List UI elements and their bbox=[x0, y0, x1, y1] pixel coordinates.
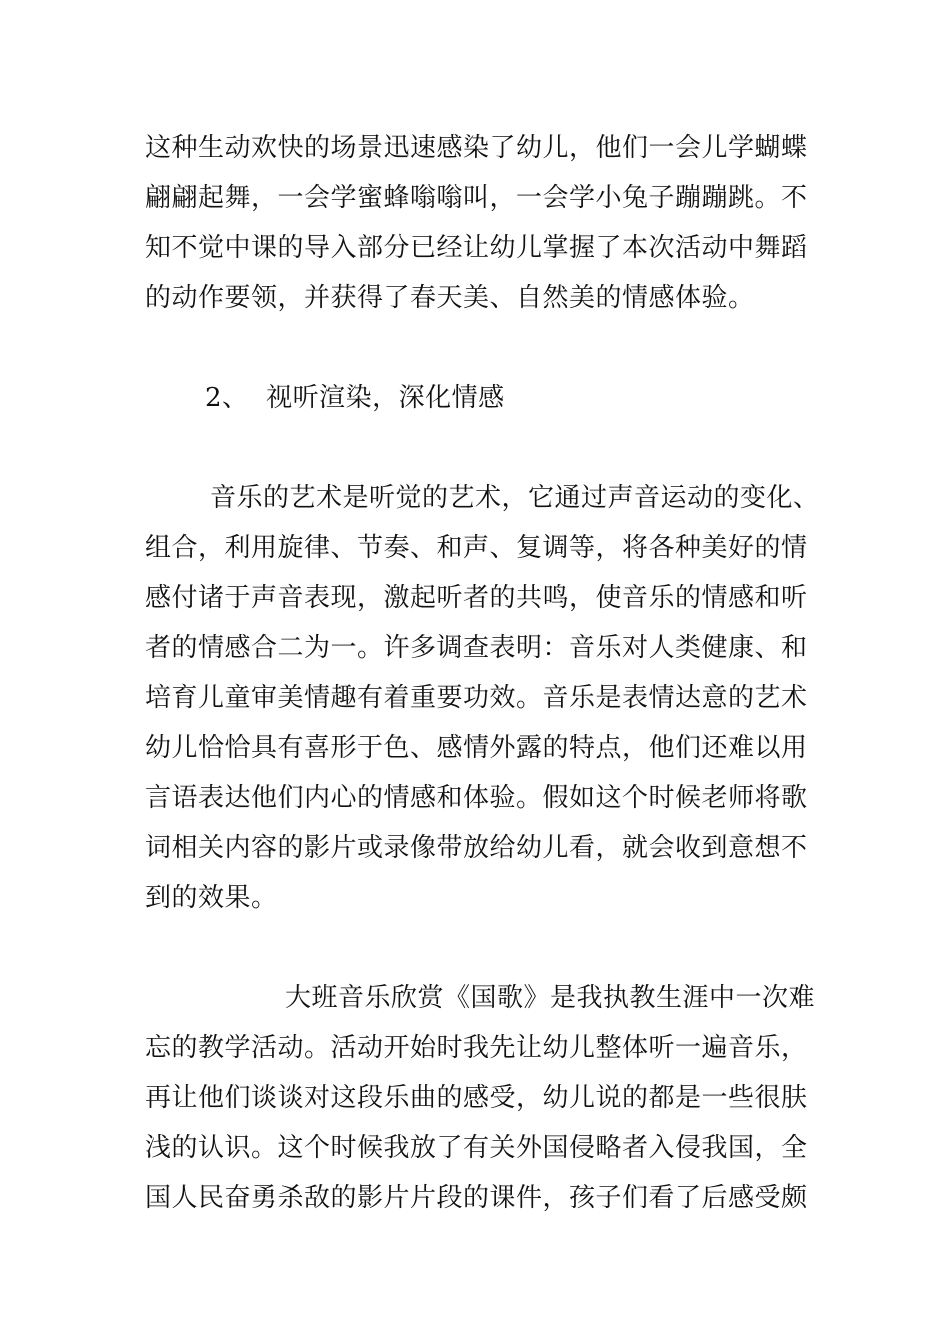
paragraph-2-line-6: 幼儿恰恰具有喜形于色、感情外露的特点，他们还难以用 bbox=[145, 733, 808, 763]
paragraph-2-line-7: 言语表达他们内心的情感和体验。假如这个时候老师将歌 bbox=[145, 783, 808, 813]
paragraph-2-line-9: 到的效果。 bbox=[145, 883, 278, 913]
paragraph-2-line-4: 者的情感合二为一。许多调查表明：音乐对人类健康、和 bbox=[145, 633, 808, 663]
paragraph-3-line-5: 国人民奋勇杀敌的影片片段的课件，孩子们看了后感受颇 bbox=[145, 1183, 808, 1213]
paragraph-1-line-2: 翩翩起舞，一会学蜜蜂嗡嗡叫，一会学小兔子蹦蹦跳。不 bbox=[145, 183, 808, 213]
paragraph-3-line-1: 大班音乐欣赏《国歌》是我执教生涯中一次难 bbox=[285, 983, 816, 1013]
paragraph-3-line-4: 浅的认识。这个时候我放了有关外国侵略者入侵我国，全 bbox=[145, 1133, 808, 1163]
paragraph-3-line-3: 再让他们谈谈对这段乐曲的感受，幼儿说的都是一些很肤 bbox=[145, 1083, 808, 1113]
paragraph-2-line-3: 感付诸于声音表现，激起听者的共鸣，使音乐的情感和听 bbox=[145, 583, 808, 613]
paragraph-3-line-2: 忘的教学活动。活动开始时我先让幼儿整体听一遍音乐， bbox=[145, 1033, 808, 1063]
paragraph-2-line-2: 组合，利用旋律、节奏、和声、复调等，将各种美好的情 bbox=[145, 533, 808, 563]
paragraph-1-line-4: 的动作要领，并获得了春天美、自然美的情感体验。 bbox=[145, 283, 755, 313]
paragraph-2-line-8: 词相关内容的影片或录像带放给幼儿看，就会收到意想不 bbox=[145, 833, 808, 863]
paragraph-2-line-1: 音乐的艺术是听觉的艺术，它通过声音运动的变化、 bbox=[210, 483, 820, 513]
paragraph-1-line-1: 这种生动欢快的场景迅速感染了幼儿，他们一会儿学蝴蝶 bbox=[145, 133, 808, 163]
section-heading-2: 2、 视听渲染，深化情感 bbox=[205, 383, 505, 413]
paragraph-2-line-5: 培育儿童审美情趣有着重要功效。音乐是表情达意的艺术 bbox=[145, 683, 808, 713]
paragraph-1-line-3: 知不觉中课的导入部分已经让幼儿掌握了本次活动中舞蹈 bbox=[145, 233, 808, 263]
